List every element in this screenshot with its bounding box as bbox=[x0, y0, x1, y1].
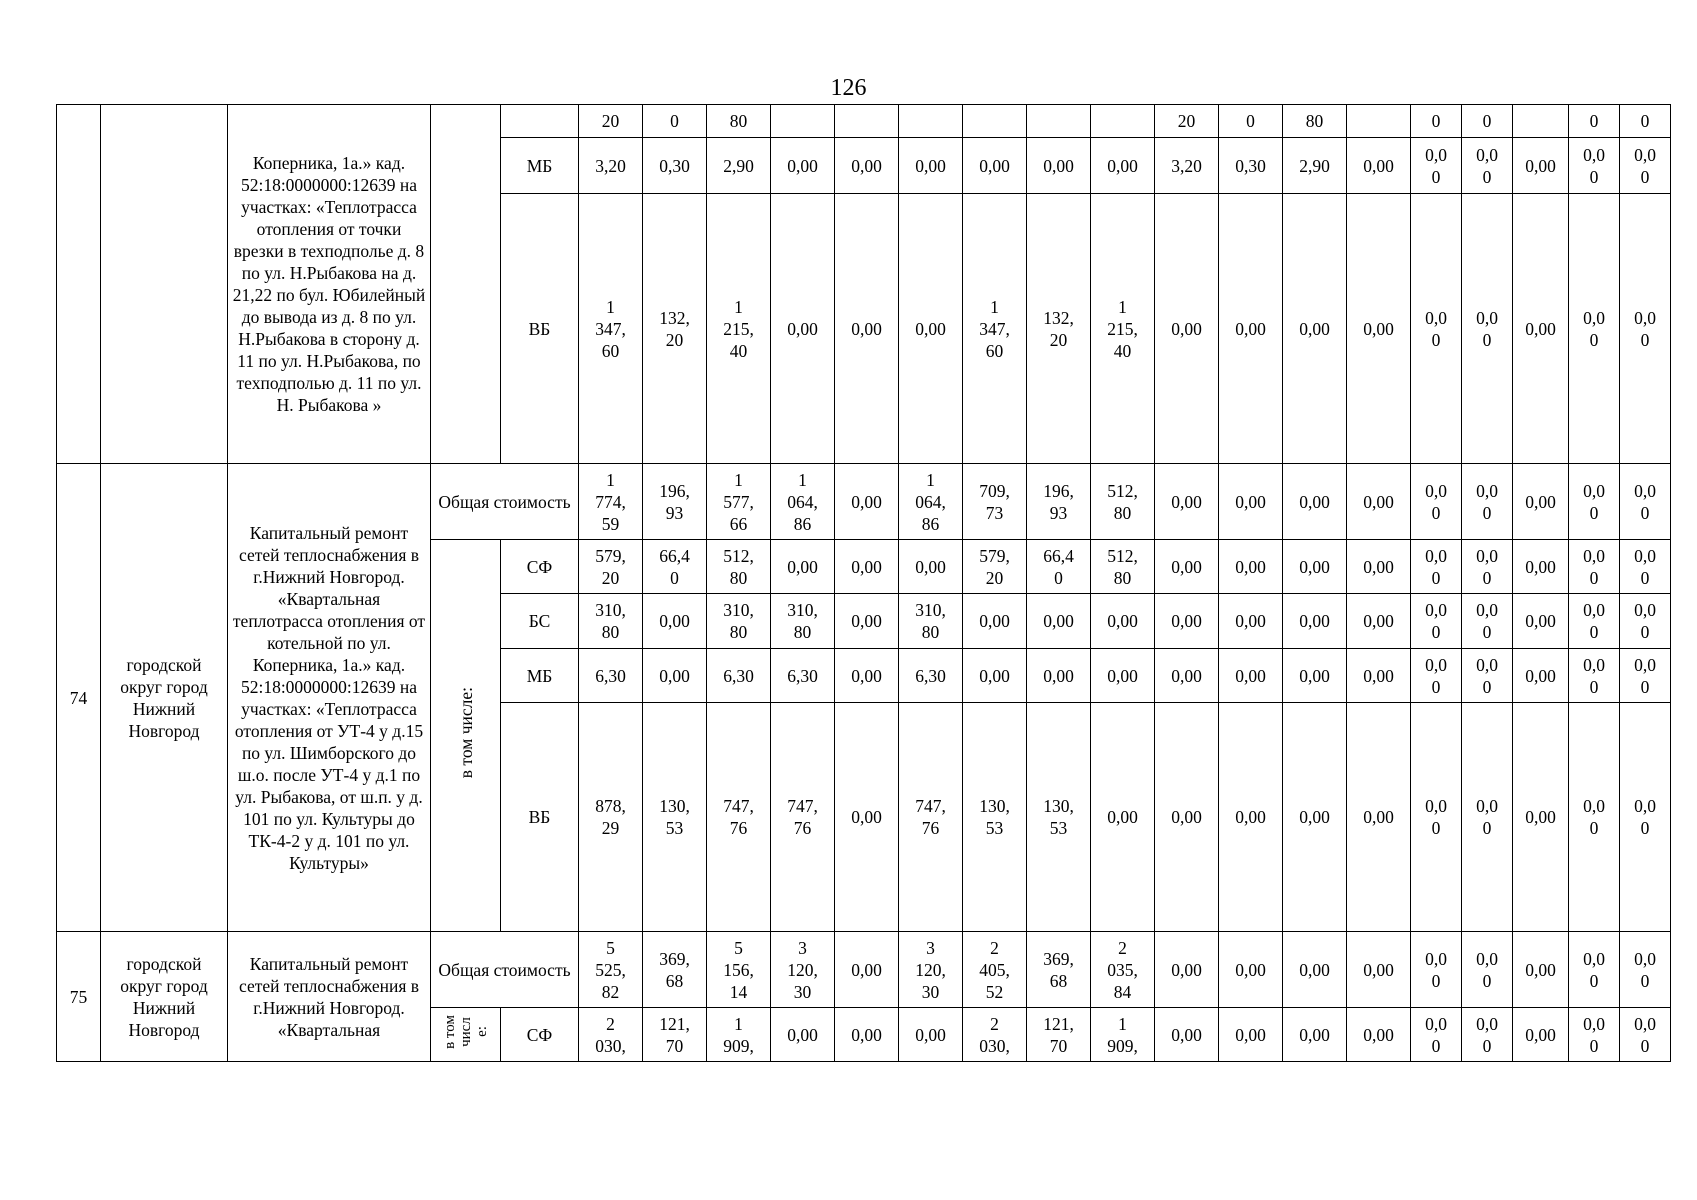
value-cell: 0,0 0 bbox=[1620, 594, 1671, 649]
value-cell: 2 035, 84 bbox=[1091, 932, 1155, 1008]
value-cell: 1 909, bbox=[1091, 1008, 1155, 1062]
source-cell: БС bbox=[501, 594, 579, 649]
source-cell: СФ bbox=[501, 1008, 579, 1062]
value-cell: 80 bbox=[1283, 105, 1347, 138]
value-cell: 132, 20 bbox=[643, 194, 707, 464]
value-cell bbox=[899, 105, 963, 138]
value-cell: 2 030, bbox=[579, 1008, 643, 1062]
value-cell: 0,0 0 bbox=[1411, 703, 1462, 932]
value-cell: 0,00 bbox=[1155, 1008, 1219, 1062]
value-cell: 0,00 bbox=[835, 540, 899, 594]
value-cell: 747, 76 bbox=[771, 703, 835, 932]
value-cell: 0,00 bbox=[835, 649, 899, 703]
value-cell: 0,0 0 bbox=[1411, 540, 1462, 594]
value-cell: 0,00 bbox=[1283, 932, 1347, 1008]
source-cell: СФ bbox=[501, 540, 579, 594]
value-cell: 0,0 0 bbox=[1411, 649, 1462, 703]
value-cell: 0,00 bbox=[1219, 464, 1283, 540]
value-cell: 6,30 bbox=[579, 649, 643, 703]
value-cell: 0,0 0 bbox=[1620, 540, 1671, 594]
value-cell: 20 bbox=[579, 105, 643, 138]
value-cell: 6,30 bbox=[899, 649, 963, 703]
value-cell: 5 156, 14 bbox=[707, 932, 771, 1008]
value-cell: 0,0 0 bbox=[1620, 703, 1671, 932]
row-number: 74 bbox=[57, 464, 101, 932]
value-cell: 0,00 bbox=[1347, 464, 1411, 540]
value-cell: 0,0 0 bbox=[1411, 194, 1462, 464]
value-cell: 0,0 0 bbox=[1411, 594, 1462, 649]
value-cell: 0,0 0 bbox=[1569, 194, 1620, 464]
value-cell: 0,0 0 bbox=[1620, 1008, 1671, 1062]
source-cell: ВБ bbox=[501, 703, 579, 932]
value-cell bbox=[1091, 105, 1155, 138]
value-cell: 0,00 bbox=[1155, 540, 1219, 594]
value-cell: 121, 70 bbox=[643, 1008, 707, 1062]
value-cell: 0,00 bbox=[1219, 540, 1283, 594]
source-cell: МБ bbox=[501, 138, 579, 194]
value-cell: 121, 70 bbox=[1027, 1008, 1091, 1062]
value-cell: 0,30 bbox=[643, 138, 707, 194]
value-cell: 0,00 bbox=[1027, 649, 1091, 703]
value-cell: 0 bbox=[1620, 105, 1671, 138]
value-cell: 0,30 bbox=[1219, 138, 1283, 194]
value-cell: 0,00 bbox=[1219, 932, 1283, 1008]
value-cell: 0,00 bbox=[771, 540, 835, 594]
including-label-cell bbox=[431, 105, 501, 464]
value-cell: 0,00 bbox=[1347, 138, 1411, 194]
value-cell: 0 bbox=[1462, 105, 1513, 138]
value-cell: 3 120, 30 bbox=[771, 932, 835, 1008]
value-cell: 80 bbox=[707, 105, 771, 138]
value-cell: 310, 80 bbox=[579, 594, 643, 649]
including-label-cell bbox=[431, 1008, 501, 1062]
value-cell: 0,00 bbox=[835, 594, 899, 649]
description-cell: Коперника, 1а.» кад. 52:18:0000000:12639 на участках: «Теплотрасса отопления от точки врезки в техподполье д. 8 по ул. Н.Рыбакова на д. 21,22 по бул. Юбилейный до вывода из д. 8 по ул. Н.Рыбакова в сторону д. 11 по ул. Н.Рыбакова, по техподполью д. 11 по ул. Н. Рыбакова » bbox=[228, 105, 431, 464]
value-cell: 0,00 bbox=[963, 594, 1027, 649]
value-cell: 0,00 bbox=[899, 540, 963, 594]
value-cell: 0,00 bbox=[1513, 464, 1569, 540]
value-cell: 0,00 bbox=[899, 138, 963, 194]
table-row bbox=[57, 932, 1671, 1008]
value-cell: 130, 53 bbox=[643, 703, 707, 932]
value-cell: 0,00 bbox=[899, 1008, 963, 1062]
value-cell: 512, 80 bbox=[1091, 464, 1155, 540]
value-cell: 579, 20 bbox=[963, 540, 1027, 594]
value-cell: 3 120, 30 bbox=[899, 932, 963, 1008]
value-cell: 0,00 bbox=[643, 649, 707, 703]
value-cell: 0 bbox=[1219, 105, 1283, 138]
row-number bbox=[57, 105, 101, 464]
value-cell: 3,20 bbox=[579, 138, 643, 194]
value-cell: 196, 93 bbox=[1027, 464, 1091, 540]
district-cell bbox=[101, 105, 228, 464]
value-cell: 0,0 0 bbox=[1569, 703, 1620, 932]
description-cell: Капитальный ремонт сетей теплоснабжения в г.Нижний Новгород. «Квартальная теплотрасса отопления от котельной по ул. Коперника, 1а.» кад. 52:18:0000000:12639 на участках: «Теплотрасса отопления от УТ-4 у д.15 по ул. Шимборского до ш.о. после УТ-4 у д.1 по ул. Рыбакова, от ш.п. у д. 101 по ул. Культуры до ТК-4-2 у д. 101 по ул. Культуры» bbox=[228, 464, 431, 932]
value-cell: 0,0 0 bbox=[1462, 464, 1513, 540]
source-cell: ВБ bbox=[501, 194, 579, 464]
value-cell: 1 347, 60 bbox=[963, 194, 1027, 464]
value-cell: 196, 93 bbox=[643, 464, 707, 540]
source-cell: МБ bbox=[501, 649, 579, 703]
value-cell bbox=[771, 105, 835, 138]
value-cell: 0,00 bbox=[1155, 464, 1219, 540]
value-cell: 0,00 bbox=[1283, 703, 1347, 932]
value-cell: 0,0 0 bbox=[1462, 138, 1513, 194]
value-cell: 747, 76 bbox=[707, 703, 771, 932]
value-cell: 0,0 0 bbox=[1620, 932, 1671, 1008]
value-cell: 0,00 bbox=[963, 649, 1027, 703]
value-cell: 20 bbox=[1155, 105, 1219, 138]
value-cell: 1 909, bbox=[707, 1008, 771, 1062]
value-cell: 130, 53 bbox=[1027, 703, 1091, 932]
value-cell: 0,00 bbox=[1219, 594, 1283, 649]
value-cell: 0,00 bbox=[1091, 594, 1155, 649]
value-cell: 0,00 bbox=[835, 932, 899, 1008]
total-label-cell: Общая стоимость bbox=[431, 932, 579, 1008]
value-cell: 369, 68 bbox=[643, 932, 707, 1008]
value-cell: 0,0 0 bbox=[1569, 649, 1620, 703]
value-cell: 66,4 0 bbox=[1027, 540, 1091, 594]
value-cell: 0,0 0 bbox=[1462, 932, 1513, 1008]
value-cell: 0,00 bbox=[1155, 649, 1219, 703]
value-cell: 0,00 bbox=[1347, 649, 1411, 703]
value-cell: 0 bbox=[643, 105, 707, 138]
value-cell bbox=[835, 105, 899, 138]
value-cell: 0,0 0 bbox=[1462, 1008, 1513, 1062]
value-cell: 2,90 bbox=[707, 138, 771, 194]
value-cell: 0,00 bbox=[1219, 703, 1283, 932]
value-cell: 0 bbox=[1569, 105, 1620, 138]
value-cell bbox=[963, 105, 1027, 138]
value-cell: 1 064, 86 bbox=[899, 464, 963, 540]
value-cell: 0,00 bbox=[835, 703, 899, 932]
value-cell: 6,30 bbox=[707, 649, 771, 703]
value-cell: 0,00 bbox=[1347, 703, 1411, 932]
value-cell: 0,00 bbox=[1283, 464, 1347, 540]
value-cell: 0,0 0 bbox=[1569, 932, 1620, 1008]
value-cell: 0,0 0 bbox=[1620, 194, 1671, 464]
value-cell: 0,00 bbox=[771, 1008, 835, 1062]
including-label-cell-text: в том числ е: bbox=[441, 1015, 490, 1049]
value-cell: 0,0 0 bbox=[1411, 932, 1462, 1008]
district-cell: городской округ город Нижний Новгород bbox=[101, 464, 228, 932]
value-cell: 1 064, 86 bbox=[771, 464, 835, 540]
value-cell: 0,00 bbox=[1347, 594, 1411, 649]
value-cell: 0,00 bbox=[1155, 594, 1219, 649]
value-cell: 0,00 bbox=[1283, 540, 1347, 594]
value-cell: 0,00 bbox=[899, 194, 963, 464]
value-cell: 0,00 bbox=[1219, 1008, 1283, 1062]
value-cell: 0,0 0 bbox=[1462, 649, 1513, 703]
value-cell: 130, 53 bbox=[963, 703, 1027, 932]
value-cell: 0,00 bbox=[1155, 194, 1219, 464]
value-cell: 1 774, 59 bbox=[579, 464, 643, 540]
page-number: 126 bbox=[830, 75, 867, 101]
value-cell: 709, 73 bbox=[963, 464, 1027, 540]
value-cell: 0,00 bbox=[771, 138, 835, 194]
value-cell: 0,00 bbox=[1347, 540, 1411, 594]
value-cell: 0,00 bbox=[1091, 138, 1155, 194]
value-cell: 369, 68 bbox=[1027, 932, 1091, 1008]
value-cell: 878, 29 bbox=[579, 703, 643, 932]
value-cell: 132, 20 bbox=[1027, 194, 1091, 464]
value-cell: 0,00 bbox=[835, 1008, 899, 1062]
table-row bbox=[57, 105, 1671, 138]
value-cell: 0,00 bbox=[1347, 1008, 1411, 1062]
value-cell: 0,00 bbox=[643, 594, 707, 649]
value-cell: 310, 80 bbox=[707, 594, 771, 649]
value-cell: 0,0 0 bbox=[1569, 138, 1620, 194]
value-cell: 0,00 bbox=[1091, 649, 1155, 703]
value-cell: 0,00 bbox=[1283, 649, 1347, 703]
value-cell: 0,00 bbox=[835, 464, 899, 540]
value-cell: 0,00 bbox=[1219, 649, 1283, 703]
table-row bbox=[57, 464, 1671, 540]
value-cell: 6,30 bbox=[771, 649, 835, 703]
value-cell: 310, 80 bbox=[899, 594, 963, 649]
value-cell: 579, 20 bbox=[579, 540, 643, 594]
source-cell bbox=[501, 105, 579, 138]
value-cell: 0,00 bbox=[1513, 138, 1569, 194]
budget-table bbox=[56, 104, 1671, 1062]
value-cell: 0,00 bbox=[771, 194, 835, 464]
value-cell bbox=[1347, 105, 1411, 138]
value-cell: 66,4 0 bbox=[643, 540, 707, 594]
value-cell: 3,20 bbox=[1155, 138, 1219, 194]
value-cell: 1 577, 66 bbox=[707, 464, 771, 540]
value-cell: 0,00 bbox=[1155, 932, 1219, 1008]
value-cell: 0,00 bbox=[1513, 1008, 1569, 1062]
value-cell: 0,0 0 bbox=[1620, 649, 1671, 703]
value-cell: 0,00 bbox=[1219, 194, 1283, 464]
value-cell: 0,00 bbox=[1513, 540, 1569, 594]
value-cell: 0,00 bbox=[963, 138, 1027, 194]
value-cell: 0,00 bbox=[1513, 649, 1569, 703]
value-cell: 0,00 bbox=[1283, 1008, 1347, 1062]
value-cell: 1 215, 40 bbox=[707, 194, 771, 464]
value-cell: 1 347, 60 bbox=[579, 194, 643, 464]
value-cell: 0,0 0 bbox=[1569, 594, 1620, 649]
value-cell: 0,00 bbox=[1155, 703, 1219, 932]
value-cell: 0,00 bbox=[1513, 932, 1569, 1008]
value-cell: 0,0 0 bbox=[1462, 703, 1513, 932]
value-cell: 5 525, 82 bbox=[579, 932, 643, 1008]
value-cell: 2,90 bbox=[1283, 138, 1347, 194]
value-cell: 0,00 bbox=[1513, 703, 1569, 932]
value-cell: 2 405, 52 bbox=[963, 932, 1027, 1008]
value-cell: 0,00 bbox=[1283, 594, 1347, 649]
value-cell: 0,0 0 bbox=[1569, 1008, 1620, 1062]
value-cell: 0,00 bbox=[1347, 932, 1411, 1008]
value-cell bbox=[1513, 105, 1569, 138]
value-cell: 0,00 bbox=[1347, 194, 1411, 464]
value-cell: 0,00 bbox=[1513, 594, 1569, 649]
district-cell: городской округ город Нижний Новгород bbox=[101, 932, 228, 1062]
value-cell: 0,00 bbox=[1027, 138, 1091, 194]
value-cell: 0,0 0 bbox=[1620, 138, 1671, 194]
row-number: 75 bbox=[57, 932, 101, 1062]
value-cell: 512, 80 bbox=[1091, 540, 1155, 594]
value-cell: 0,0 0 bbox=[1411, 464, 1462, 540]
value-cell: 2 030, bbox=[963, 1008, 1027, 1062]
total-label-cell: Общая стоимость bbox=[431, 464, 579, 540]
value-cell: 1 215, 40 bbox=[1091, 194, 1155, 464]
value-cell: 512, 80 bbox=[707, 540, 771, 594]
value-cell: 0,0 0 bbox=[1462, 594, 1513, 649]
including-label-cell-text: в том числе: bbox=[455, 687, 476, 779]
value-cell: 0,00 bbox=[1091, 703, 1155, 932]
value-cell bbox=[1027, 105, 1091, 138]
value-cell: 0,0 0 bbox=[1569, 464, 1620, 540]
value-cell: 0,00 bbox=[1027, 594, 1091, 649]
value-cell: 0,0 0 bbox=[1462, 194, 1513, 464]
value-cell: 0,0 0 bbox=[1620, 464, 1671, 540]
value-cell: 0 bbox=[1411, 105, 1462, 138]
value-cell: 0,0 0 bbox=[1462, 540, 1513, 594]
value-cell: 310, 80 bbox=[771, 594, 835, 649]
description-cell: Капитальный ремонт сетей теплоснабжения в г.Нижний Новгород. «Квартальная bbox=[228, 932, 431, 1062]
value-cell: 0,0 0 bbox=[1411, 138, 1462, 194]
value-cell: 0,00 bbox=[1513, 194, 1569, 464]
including-label-cell bbox=[431, 540, 501, 932]
value-cell: 0,0 0 bbox=[1411, 1008, 1462, 1062]
value-cell: 747, 76 bbox=[899, 703, 963, 932]
value-cell: 0,00 bbox=[835, 194, 899, 464]
value-cell: 0,00 bbox=[835, 138, 899, 194]
value-cell: 0,0 0 bbox=[1569, 540, 1620, 594]
value-cell: 0,00 bbox=[1283, 194, 1347, 464]
